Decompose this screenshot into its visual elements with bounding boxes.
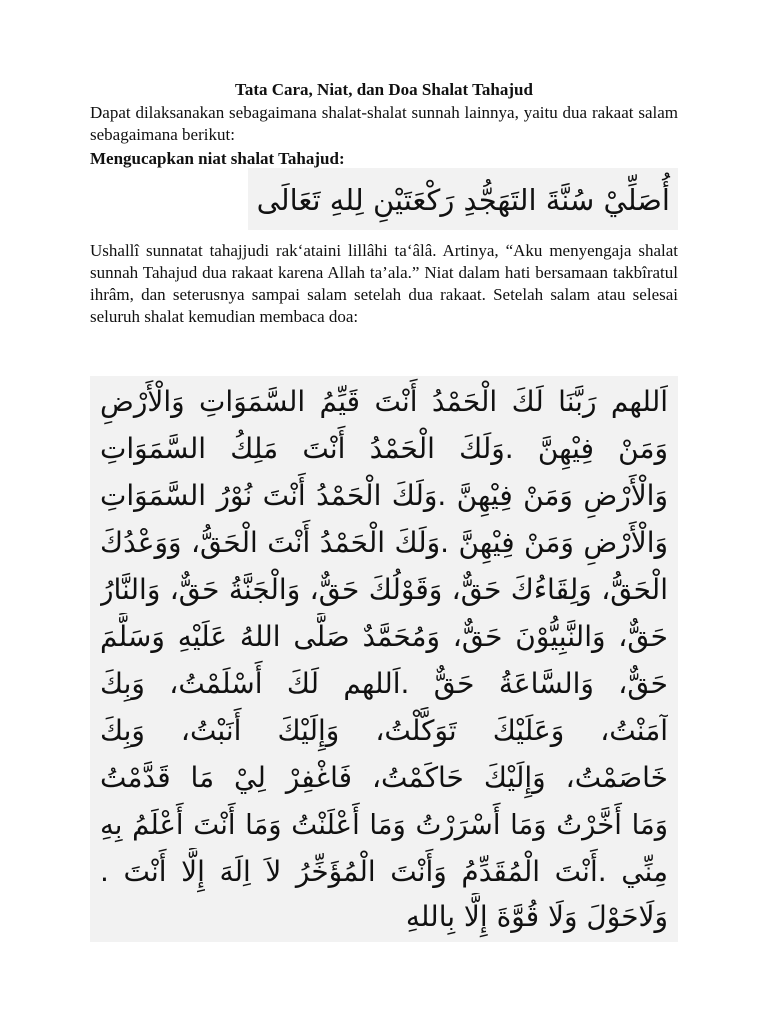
doa-arabic-box	[90, 376, 678, 942]
doa-line: اَللهم رَبَّنَا لَكَ الْحَمْدُ أَنْتَ قَيِّمُ السَّمَوَاتِ وَالْأَرْضِ	[100, 385, 668, 418]
doa-line: حَقٌّ، وَالسَّاعَةُ حَقٌّ .اَللهم لَكَ أَسْلَمْتُ، وَبِكَ	[100, 667, 668, 700]
doa-line: مِنِّي .أَنْتَ الْمُقَدِّمُ وَأَنْتَ الْمُؤَخِّرُ لاَ اِلَهَ إِلَّا أَنْتَ .	[100, 855, 668, 888]
doa-line: خَاصَمْتُ، وَإِلَيْكَ حَاكَمْتُ، فَاغْفِرْ لِيْ مَا قَدَّمْتُ	[100, 761, 668, 794]
doa-line: وَمَا أَخَّرْتُ وَمَا أَسْرَرْتُ وَمَا أَعْلَنْتُ وَمَا أَنْتَ أَعْلَمُ بِهِ	[100, 809, 668, 841]
niat-label: Mengucapkan niat shalat Tahajud:	[90, 149, 345, 168]
intro-paragraph: Dapat dilaksanakan sebagaimana shalat-shalat sunnah lainnya, yaitu dua rakaat salam sebagaimana berikut:	[90, 103, 678, 144]
doa-line: وَالْأَرْضِ وَمَنْ فِيْهِنَّ .وَلَكَ الْحَمْدُ أَنْتَ الْحَقُّ، وَوَعْدُكَ	[100, 526, 668, 559]
transliteration-paragraph: Ushallî sunnatat tahajjudi rak‘ataini lillâhi ta‘âlâ. Artinya, “Aku menyengaja shalat sunnah Tahajud dua rakaat karena Allah ta’ala.” Niat dalam hati bersamaan takbîratul ihrâm, dan seterusnya sampai salam setelah dua rakaat. Setelah salam atau selesai seluruh shalat kemudian membaca doa:	[90, 241, 678, 326]
doa-line: وَالْأَرْضِ وَمَنْ فِيْهِنَّ .وَلَكَ الْحَمْدُ أَنْتَ نُوْرُ السَّمَوَاتِ	[100, 479, 668, 512]
niat-arabic-box	[248, 168, 678, 230]
doa-line: حَقٌّ، وَالنَّبِيُّوْنَ حَقٌّ، وَمُحَمَّدٌ صَلَّى اللهُ عَلَيْهِ وَسَلَّمَ	[100, 620, 668, 653]
doa-line: آمَنْتُ، وَعَلَيْكَ تَوَكَّلْتُ، وَإِلَيْكَ أَنَبْتُ، وَبِكَ	[100, 714, 668, 747]
niat-arabic-text: أُصَلِّيْ سُنَّةَ التَهَجُّدِ رَكْعَتَيْنِ لِلهِ تَعَالَى	[256, 183, 670, 217]
doa-line: وَلَاحَوْلَ وَلَا قُوَّةَ إِلَّا بِاللهِ	[405, 900, 668, 933]
doa-line: وَمَنْ فِيْهِنَّ .وَلَكَ الْحَمْدُ أَنْتَ مَلِكُ السَّمَوَاتِ	[100, 432, 668, 465]
doa-line: الْحَقُّ، وَلِقَاءُكَ حَقٌّ، وَقَوْلُكَ حَقٌّ، وَالْجَنَّةُ حَقٌّ، وَالنَّارُ	[100, 573, 668, 606]
page-title: Tata Cara, Niat, dan Doa Shalat Tahajud	[235, 80, 533, 99]
